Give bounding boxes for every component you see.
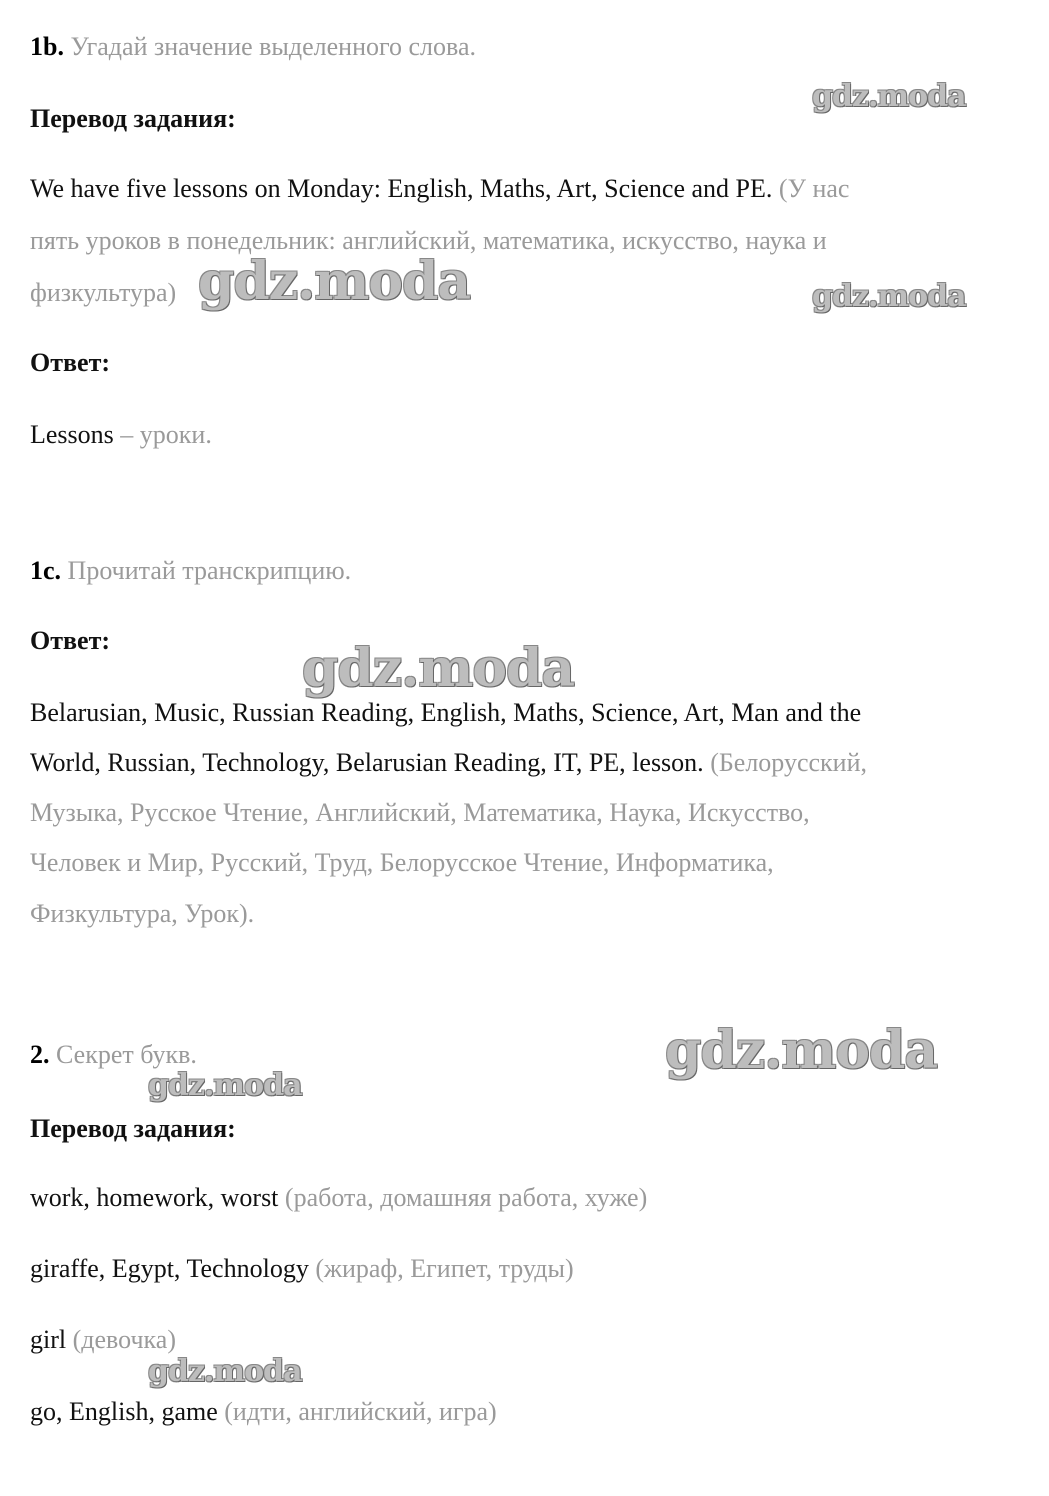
task-text: Секрет букв.: [56, 1040, 197, 1069]
word-row: [30, 1185, 647, 1211]
word-row-ru: (идти, английский, игра): [224, 1397, 497, 1426]
task-2-line: [30, 1042, 197, 1068]
answer-line-5: Физкультура, Урок).: [30, 899, 255, 928]
task-text: Прочитай транскрипцию.: [67, 556, 352, 585]
watermark-logo: gdz.moda: [302, 638, 575, 699]
sentence-ru-part1: (У нас: [778, 174, 850, 203]
sentence-line-1: [30, 176, 849, 202]
watermark-logo: gdz.moda: [198, 251, 471, 312]
word-row: [30, 1256, 574, 1282]
answer-line-2: [30, 750, 867, 776]
word-row: [30, 1327, 176, 1353]
word-row-ru: (работа, домашняя работа, хуже): [284, 1183, 648, 1212]
watermark-logo: gdz.moda: [665, 1020, 938, 1081]
answer-line-1: Belarusian, Music, Russian Reading, English, Maths, Science, Art, Man and the: [30, 698, 862, 727]
word-row-en: girl: [30, 1325, 67, 1354]
answer-line-2-en: World, Russian, Technology, Belarusian Reading, IT, PE, lesson.: [30, 748, 704, 777]
answer-heading: Ответ:: [30, 626, 111, 655]
watermark-logo: gdz.moda: [148, 1068, 302, 1103]
answer-line-3: Музыка, Русское Чтение, Английский, Математика, Наука, Искусство,: [30, 798, 810, 827]
word-row-ru: (жираф, Египет, труды): [315, 1254, 574, 1283]
translation-heading: Перевод задания:: [30, 1114, 236, 1143]
task-text: Угадай значение выделенного слова.: [70, 32, 477, 61]
answer-en: Lessons: [30, 420, 114, 449]
watermark-logo: gdz.moda: [812, 279, 966, 314]
word-row-en: go, English, game: [30, 1397, 218, 1426]
word-row-ru: (девочка): [72, 1325, 176, 1354]
word-row-en: work, homework, worst: [30, 1183, 279, 1212]
sentence-ru-part2: пять уроков в понедельник: английский, математика, искусство, наука и: [30, 226, 827, 255]
task-number: 1c.: [30, 556, 62, 585]
task-number: 1b.: [30, 32, 64, 61]
answer-line: [30, 422, 212, 448]
task-number: 2.: [30, 1040, 50, 1069]
answer-line-4: Человек и Мир, Русский, Труд, Белорусское Чтение, Информатика,: [30, 848, 774, 877]
watermark-logo: gdz.moda: [812, 79, 966, 114]
sentence-en: We have five lessons on Monday: English, Maths, Art, Science and PE.: [30, 174, 773, 203]
answer-ru: – уроки.: [120, 420, 212, 449]
answer-line-2-ru: (Белорусский,: [710, 748, 867, 777]
task-1c-line: [30, 558, 351, 584]
task-1b-line: [30, 34, 476, 60]
sentence-ru-part3: физкультура): [30, 278, 177, 307]
word-row: [30, 1399, 497, 1425]
watermark-logo: gdz.moda: [148, 1354, 302, 1389]
translation-heading: Перевод задания:: [30, 104, 236, 133]
word-row-en: giraffe, Egypt, Technology: [30, 1254, 309, 1283]
answer-heading: Ответ:: [30, 348, 111, 377]
